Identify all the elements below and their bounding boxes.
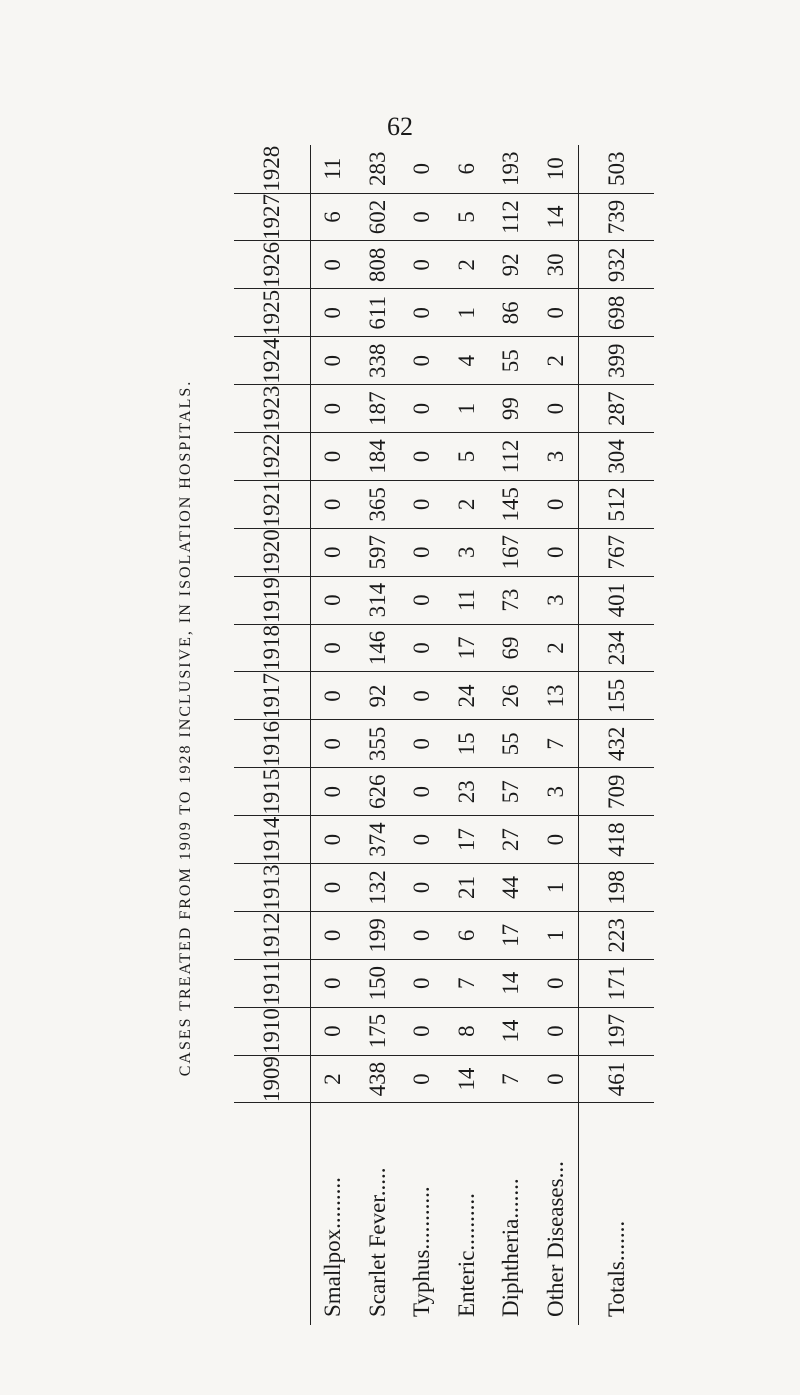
table-cell: 0 xyxy=(400,864,445,912)
year-header: 1915 xyxy=(234,768,311,816)
table-cell: 14 xyxy=(489,1007,534,1055)
year-header: 1927 xyxy=(234,193,311,241)
total-cell: 197 xyxy=(579,1007,654,1055)
row-label: Typhus........... xyxy=(400,1103,445,1325)
total-cell: 709 xyxy=(579,768,654,816)
table-cell: 355 xyxy=(356,720,401,768)
table-cell: 0 xyxy=(311,289,356,337)
table-cell: 0 xyxy=(534,480,579,528)
table-cell: 0 xyxy=(400,816,445,864)
table-cell: 17 xyxy=(445,816,490,864)
total-cell: 198 xyxy=(579,864,654,912)
total-cell: 155 xyxy=(579,672,654,720)
table-cell: 145 xyxy=(489,480,534,528)
table-cell: 0 xyxy=(400,145,445,193)
table-cell: 611 xyxy=(356,289,401,337)
table-cell: 597 xyxy=(356,528,401,576)
table-cell: 150 xyxy=(356,959,401,1007)
row-label: Enteric.......... xyxy=(445,1103,490,1325)
table-cell: 17 xyxy=(489,911,534,959)
table-cell: 0 xyxy=(400,1007,445,1055)
table-cell: 0 xyxy=(400,959,445,1007)
row-label: Totals....... xyxy=(579,1103,654,1325)
table-cell: 0 xyxy=(400,193,445,241)
table-cell: 438 xyxy=(356,1055,401,1103)
row-label: Smallpox......... xyxy=(311,1103,356,1325)
table-cell: 44 xyxy=(489,864,534,912)
table-cell: 55 xyxy=(489,337,534,385)
table-cell: 6 xyxy=(311,193,356,241)
cases-table xyxy=(234,145,654,1325)
table-cell: 0 xyxy=(400,768,445,816)
table-cell: 3 xyxy=(534,768,579,816)
table-row xyxy=(356,145,401,1325)
table-cell: 0 xyxy=(534,816,579,864)
table-cell: 30 xyxy=(534,241,579,289)
table-row xyxy=(489,145,534,1325)
year-header: 1926 xyxy=(234,241,311,289)
year-header: 1912 xyxy=(234,911,311,959)
year-header: 1919 xyxy=(234,576,311,624)
table-cell: 15 xyxy=(445,720,490,768)
header-corner xyxy=(234,1103,311,1325)
table-cell: 13 xyxy=(534,672,579,720)
total-cell: 304 xyxy=(579,433,654,481)
table-cell: 0 xyxy=(311,480,356,528)
row-label: Scarlet Fever..... xyxy=(356,1103,401,1325)
table-cell: 184 xyxy=(356,433,401,481)
table-cell: 57 xyxy=(489,768,534,816)
total-cell: 234 xyxy=(579,624,654,672)
total-cell: 932 xyxy=(579,241,654,289)
table-row xyxy=(400,145,445,1325)
table-cell: 0 xyxy=(400,337,445,385)
total-cell: 739 xyxy=(579,193,654,241)
table-row xyxy=(445,145,490,1325)
table-cell: 0 xyxy=(311,528,356,576)
table-cell: 0 xyxy=(311,385,356,433)
table-cell: 167 xyxy=(489,528,534,576)
table-cell: 73 xyxy=(489,576,534,624)
table-cell: 0 xyxy=(311,768,356,816)
table-cell: 0 xyxy=(311,959,356,1007)
table-cell: 5 xyxy=(445,433,490,481)
year-header: 1917 xyxy=(234,672,311,720)
table-cell: 3 xyxy=(534,433,579,481)
table-cell: 0 xyxy=(311,241,356,289)
table-row xyxy=(311,145,356,1325)
table-region xyxy=(234,145,654,1325)
table-cell: 0 xyxy=(534,385,579,433)
table-cell: 0 xyxy=(400,672,445,720)
row-label: Diphtheria....... xyxy=(489,1103,534,1325)
table-cell: 6 xyxy=(445,145,490,193)
row-label: Other Diseases... xyxy=(534,1103,579,1325)
total-cell: 171 xyxy=(579,959,654,1007)
table-cell: 175 xyxy=(356,1007,401,1055)
table-cell: 55 xyxy=(489,720,534,768)
total-cell: 503 xyxy=(579,145,654,193)
page-number: 62 xyxy=(387,112,413,141)
table-cell: 0 xyxy=(534,959,579,1007)
table-cell: 187 xyxy=(356,385,401,433)
table-cell: 0 xyxy=(311,337,356,385)
year-header: 1914 xyxy=(234,816,311,864)
table-cell: 0 xyxy=(400,241,445,289)
table-cell: 99 xyxy=(489,385,534,433)
table-cell: 24 xyxy=(445,672,490,720)
table-cell: 6 xyxy=(445,911,490,959)
table-cell: 374 xyxy=(356,816,401,864)
table-cell: 0 xyxy=(400,1055,445,1103)
table-cell: 0 xyxy=(400,433,445,481)
year-header: 1920 xyxy=(234,528,311,576)
table-cell: 1 xyxy=(534,864,579,912)
table-cell: 146 xyxy=(356,624,401,672)
table-cell: 199 xyxy=(356,911,401,959)
table-cell: 14 xyxy=(445,1055,490,1103)
table-cell: 92 xyxy=(356,672,401,720)
table-cell: 1 xyxy=(445,289,490,337)
table-cell: 0 xyxy=(534,528,579,576)
table-cell: 112 xyxy=(489,193,534,241)
table-cell: 0 xyxy=(400,385,445,433)
table-cell: 0 xyxy=(311,624,356,672)
table-cell: 8 xyxy=(445,1007,490,1055)
total-cell: 223 xyxy=(579,911,654,959)
table-cell: 3 xyxy=(445,528,490,576)
table-cell: 1 xyxy=(534,911,579,959)
total-cell: 767 xyxy=(579,528,654,576)
table-cell: 193 xyxy=(489,145,534,193)
table-cell: 0 xyxy=(311,816,356,864)
table-cell: 0 xyxy=(400,480,445,528)
table-cell: 11 xyxy=(311,145,356,193)
table-cell: 7 xyxy=(445,959,490,1007)
year-header: 1928 xyxy=(234,145,311,193)
table-cell: 7 xyxy=(489,1055,534,1103)
table-cell: 0 xyxy=(311,864,356,912)
year-header: 1918 xyxy=(234,624,311,672)
table-cell: 0 xyxy=(534,1055,579,1103)
table-cell: 0 xyxy=(311,720,356,768)
table-cell: 21 xyxy=(445,864,490,912)
total-cell: 399 xyxy=(579,337,654,385)
table-cell: 27 xyxy=(489,816,534,864)
table-cell: 2 xyxy=(534,624,579,672)
table-cell: 11 xyxy=(445,576,490,624)
year-header: 1925 xyxy=(234,289,311,337)
table-cell: 0 xyxy=(534,1007,579,1055)
total-cell: 401 xyxy=(579,576,654,624)
table-cell: 0 xyxy=(400,528,445,576)
year-header: 1913 xyxy=(234,864,311,912)
total-cell: 512 xyxy=(579,480,654,528)
total-cell: 461 xyxy=(579,1055,654,1103)
table-cell: 26 xyxy=(489,672,534,720)
year-header: 1924 xyxy=(234,337,311,385)
total-cell: 418 xyxy=(579,816,654,864)
table-cell: 5 xyxy=(445,193,490,241)
table-cell: 0 xyxy=(400,911,445,959)
table-cell: 0 xyxy=(311,911,356,959)
year-header: 1922 xyxy=(234,433,311,481)
year-header: 1921 xyxy=(234,480,311,528)
table-cell: 283 xyxy=(356,145,401,193)
table-title: CASES TREATED FROM 1909 TO 1928 INCLUSIVE, IN ISOLATION HOSPITALS. xyxy=(177,379,194,1077)
table-cell: 0 xyxy=(400,624,445,672)
table-cell: 626 xyxy=(356,768,401,816)
table-cell: 7 xyxy=(534,720,579,768)
year-header: 1923 xyxy=(234,385,311,433)
table-cell: 314 xyxy=(356,576,401,624)
table-cell: 17 xyxy=(445,624,490,672)
table-cell: 4 xyxy=(445,337,490,385)
table-cell: 0 xyxy=(311,1007,356,1055)
table-cell: 10 xyxy=(534,145,579,193)
table-cell: 365 xyxy=(356,480,401,528)
table-cell: 808 xyxy=(356,241,401,289)
totals-row xyxy=(579,145,654,1325)
table-cell: 2 xyxy=(311,1055,356,1103)
table-cell: 0 xyxy=(534,289,579,337)
year-header: 1909 xyxy=(234,1055,311,1103)
table-cell: 14 xyxy=(534,193,579,241)
total-cell: 287 xyxy=(579,385,654,433)
total-cell: 698 xyxy=(579,289,654,337)
table-cell: 2 xyxy=(445,480,490,528)
table-cell: 602 xyxy=(356,193,401,241)
header-row xyxy=(234,145,311,1325)
table-cell: 23 xyxy=(445,768,490,816)
table-cell: 92 xyxy=(489,241,534,289)
table-row xyxy=(534,145,579,1325)
table-cell: 0 xyxy=(311,576,356,624)
table-cell: 3 xyxy=(534,576,579,624)
table-cell: 112 xyxy=(489,433,534,481)
year-header: 1910 xyxy=(234,1007,311,1055)
table-cell: 338 xyxy=(356,337,401,385)
table-cell: 86 xyxy=(489,289,534,337)
table-cell: 0 xyxy=(400,289,445,337)
table-cell: 69 xyxy=(489,624,534,672)
year-header: 1916 xyxy=(234,720,311,768)
rotated-table-frame xyxy=(234,145,654,1325)
table-cell: 2 xyxy=(534,337,579,385)
year-header: 1911 xyxy=(234,959,311,1007)
table-cell: 0 xyxy=(311,672,356,720)
table-cell: 0 xyxy=(400,576,445,624)
table-cell: 132 xyxy=(356,864,401,912)
total-cell: 432 xyxy=(579,720,654,768)
table-cell: 14 xyxy=(489,959,534,1007)
table-cell: 0 xyxy=(400,720,445,768)
table-cell: 0 xyxy=(311,433,356,481)
table-cell: 2 xyxy=(445,241,490,289)
table-cell: 1 xyxy=(445,385,490,433)
